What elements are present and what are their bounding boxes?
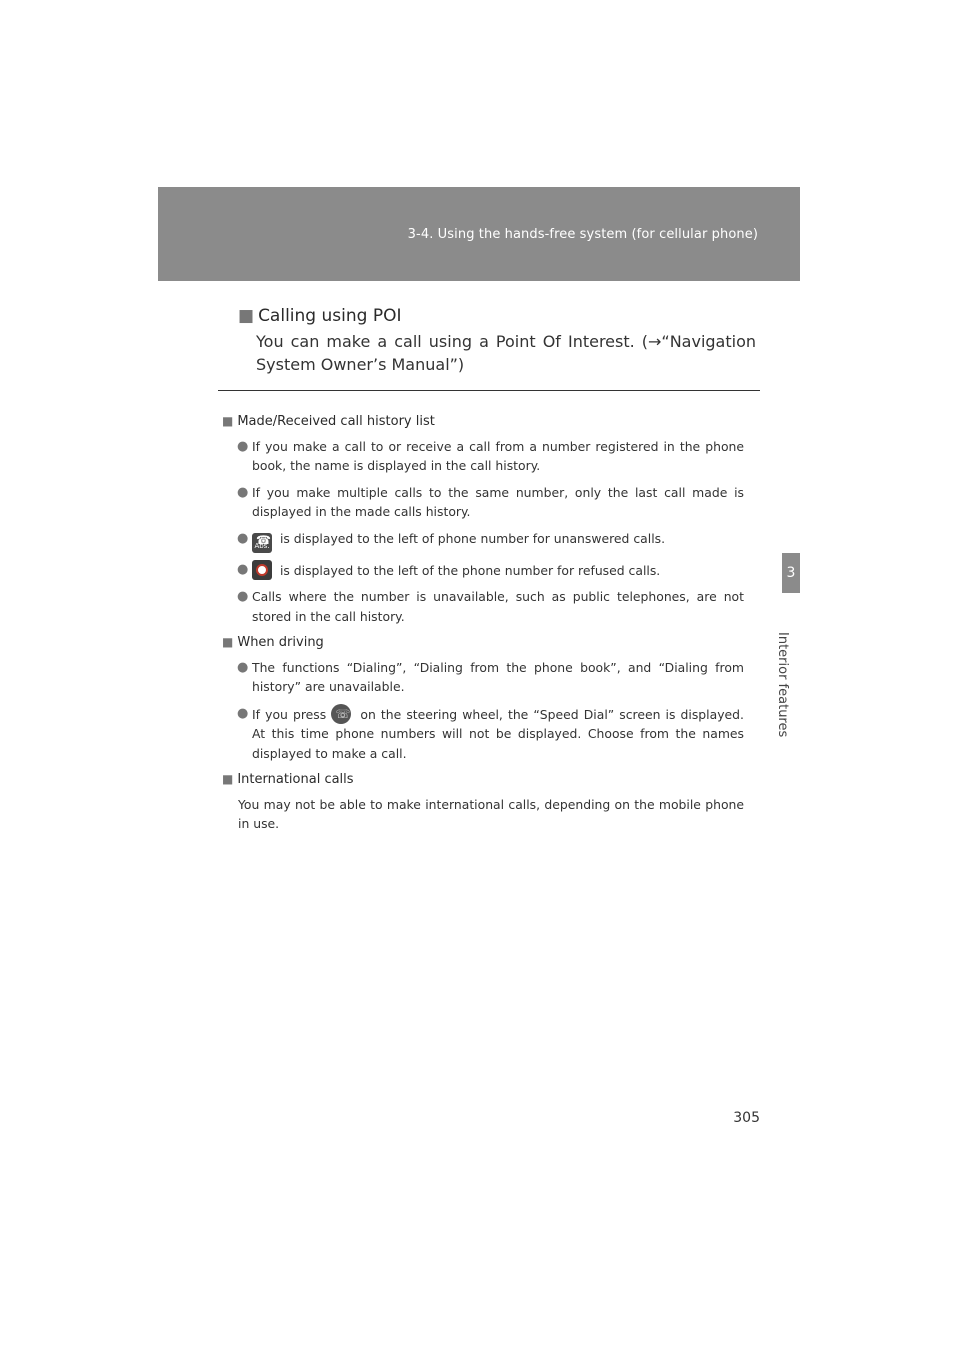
note-heading-international: ■ International calls <box>222 772 354 787</box>
note-heading-driving: ■ When driving <box>222 635 324 650</box>
chapter-header-title: 3-4. Using the hands-free system (for cellular phone) <box>407 227 758 242</box>
international-body: You may not be able to make international calls, depending on the mobile phone in use. <box>238 796 744 831</box>
section-title: ■ Calling using POI <box>238 306 402 326</box>
bullet-dot-icon: ● <box>237 530 249 546</box>
list-item: ● The functions “Dialing”, “Dialing from the phone book”, and “Dialing from history” are unavailable. <box>237 659 744 694</box>
list-item: ● ☎ Abs. is displayed to the left of phone number for unanswered calls. <box>222 529 744 553</box>
chapter-side-label: Interior features <box>775 632 790 738</box>
list-item: ● If you press ☏ on the steering wheel, the “Speed Dial” screen is displayed. At this time phone numbers will not be displayed. Choose from the names displayed to make a call. <box>222 704 744 764</box>
section-body: You can make a call using a Point Of Interest. (→“Navigation System Owner’s Manual”) <box>256 332 756 374</box>
unanswered-call-icon: ☎ Abs. <box>252 533 272 553</box>
square-bullet-icon: ■ <box>238 306 255 326</box>
bullet-dot-icon: ● <box>237 484 249 500</box>
chapter-tab: 3 <box>782 553 800 593</box>
bullet-dot-icon: ● <box>237 589 249 604</box>
divider <box>218 390 760 391</box>
bullet-dot-icon: ● <box>237 561 249 577</box>
bullet-dot-icon: ● <box>237 705 249 721</box>
page-number: 305 <box>733 1110 760 1126</box>
refused-call-icon <box>252 560 272 580</box>
list-item: ● If you make multiple calls to the same number, only the last call made is displayed in the made calls history. <box>237 484 744 519</box>
bullet-dot-icon: ● <box>237 659 249 675</box>
list-item: ● If you make a call to or receive a call from a number registered in the phone book, the name is displayed in the call history. <box>237 438 744 473</box>
square-bullet-icon: ■ <box>222 414 234 428</box>
notes <box>222 408 744 841</box>
bullet-dot-icon: ● <box>237 438 249 454</box>
square-bullet-icon: ■ <box>222 772 234 786</box>
steering-phone-icon <box>331 704 351 724</box>
note-heading-history: ■ Made/Received call history list <box>222 414 435 429</box>
list-item: ● Calls where the number is unavailable, such as public telephones, are not stored in the call history. <box>237 589 744 624</box>
chapter-header <box>158 187 800 281</box>
list-item: ● is displayed to the left of the phone number for refused calls. <box>237 561 661 578</box>
square-bullet-icon: ■ <box>222 635 234 649</box>
